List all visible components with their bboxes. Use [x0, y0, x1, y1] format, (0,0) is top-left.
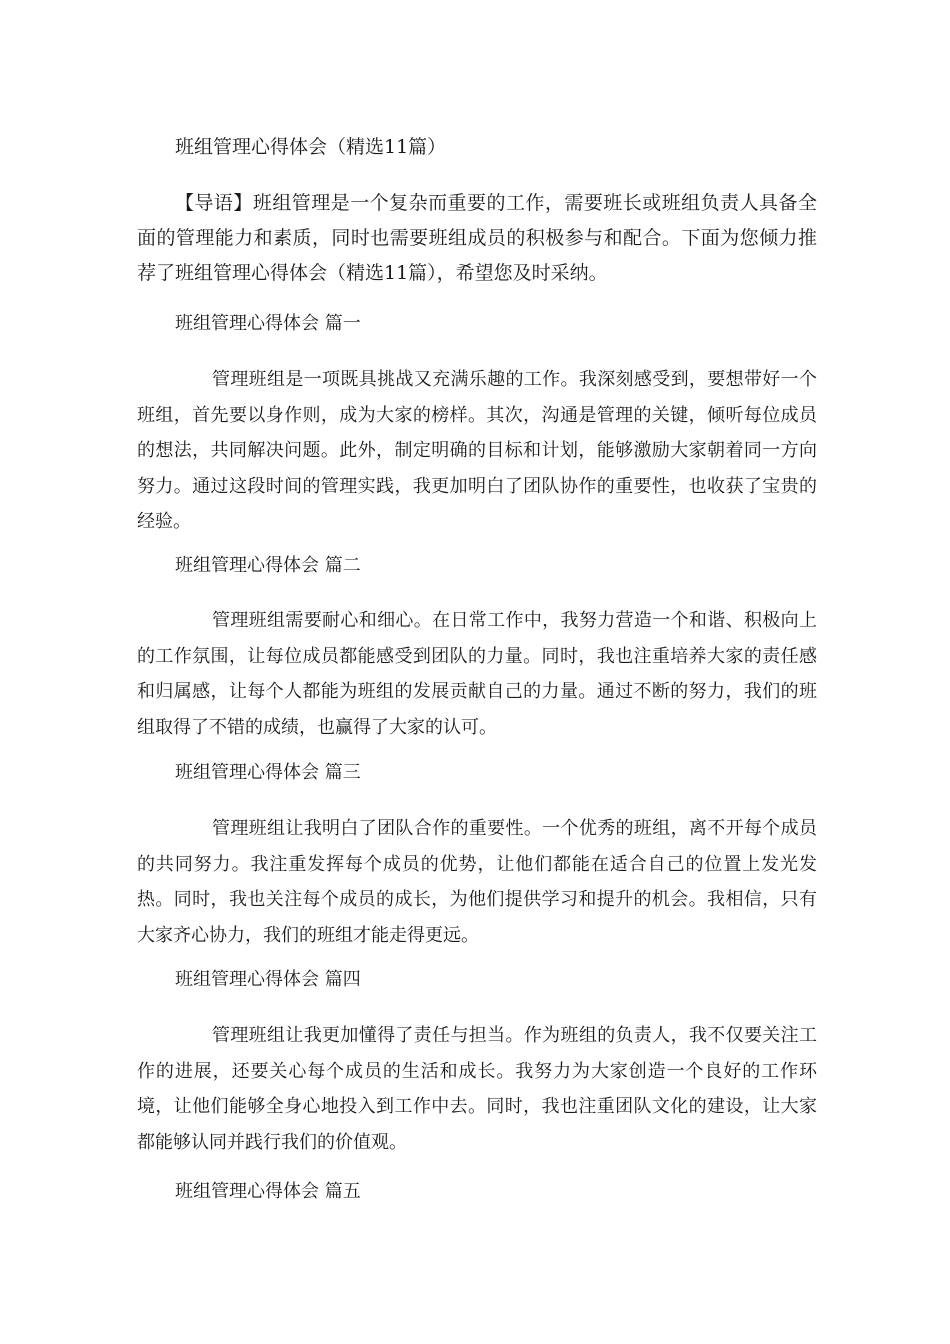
section-heading-1: 班组管理心得体会 篇一: [175, 313, 361, 334]
section-heading-5: 班组管理心得体会 篇五: [175, 1181, 361, 1202]
intro-paragraph: 【导语】班组管理是一个复杂而重要的工作，需要班长或班组负责人具备全面的管理能力和素质，同时也需要班组成员的积极参与和配合。下面为您倾力推荐了班组管理心得体会（精选11篇），希望您及时采纳。: [137, 192, 817, 284]
section-heading-2: 班组管理心得体会 篇二: [175, 555, 361, 576]
section-body-2: 管理班组需要耐心和细心。在日常工作中，我努力营造一个和谐、积极向上的工作氛围，让每位成员都能感受到团队的力量。同时，我也注重培养大家的责任感和归属感，让每个人都能为班组的发展贡献自己的力量。通过不断的努力，我们的班组取得了不错的成绩，也赢得了大家的认可。: [137, 610, 817, 738]
section-body-1: 管理班组是一项既具挑战又充满乐趣的工作。我深刻感受到，要想带好一个班组，首先要以身作则，成为大家的榜样。其次，沟通是管理的关键，倾听每位成员的想法，共同解决问题。此外，制定明确的目标和计划，能够激励大家朝着同一方向努力。通过这段时间的管理实践，我更加明白了团队协作的重要性，也收获了宝贵的经验。: [137, 369, 817, 532]
section-body-3: 管理班组让我明白了团队合作的重要性。一个优秀的班组，离不开每个成员的共同努力。我注重发挥每个成员的优势，让他们都能在适合自己的位置上发光发热。同时，我也关注每个成员的成长，为他们提供学习和提升的机会。我相信，只有大家齐心协力，我们的班组才能走得更远。: [137, 818, 817, 946]
section-heading-3: 班组管理心得体会 篇三: [175, 762, 361, 783]
section-body-4: 管理班组让我更加懂得了责任与担当。作为班组的负责人，我不仅要关注工作的进展，还要关心每个成员的生活和成长。我努力为大家创造一个良好的工作环境，让他们能够全身心地投入到工作中去。同时，我也注重团队文化的建设，让大家都能够认同并践行我们的价值观。: [137, 1025, 817, 1153]
document-title: 班组管理心得体会（精选11篇）: [175, 136, 447, 158]
section-heading-4: 班组管理心得体会 篇四: [175, 969, 361, 990]
